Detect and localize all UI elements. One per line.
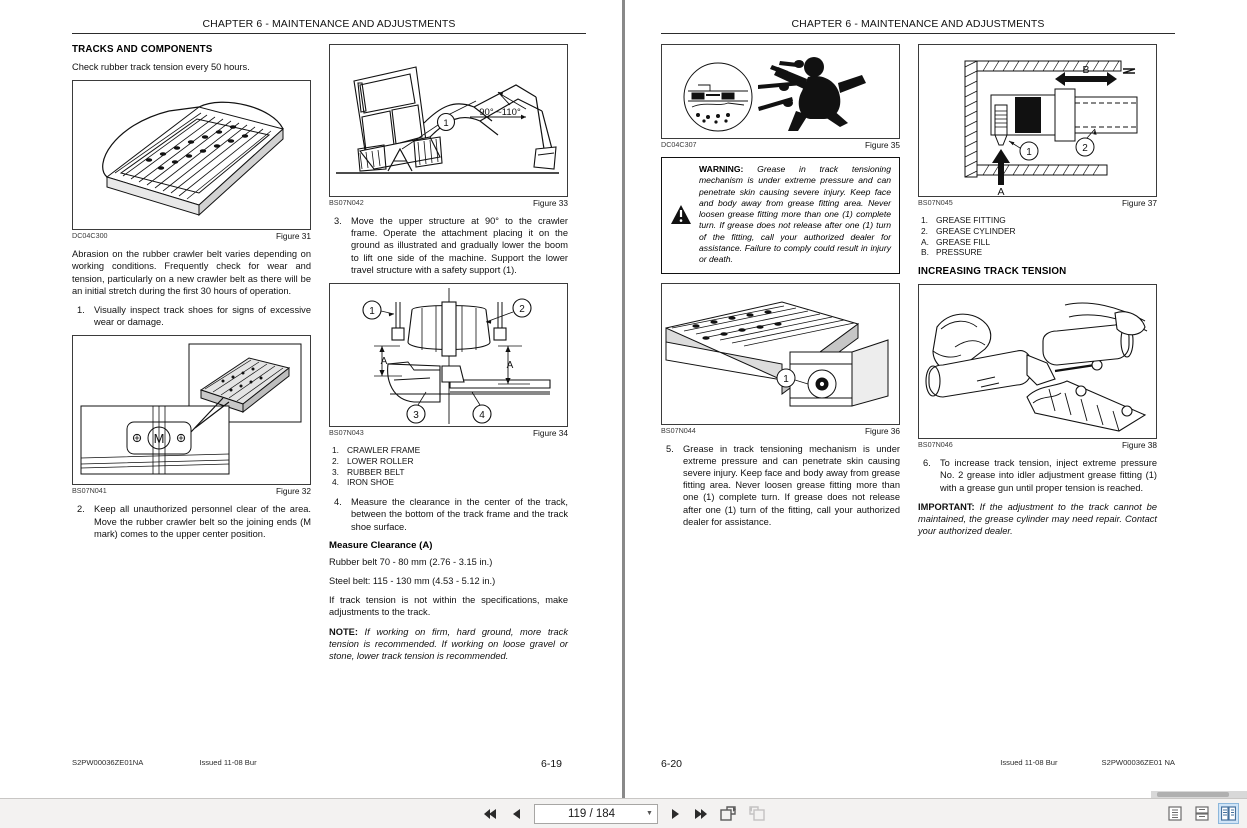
view-continuous-icon[interactable] [1191, 803, 1212, 824]
paragraph-abrasion: Abrasion on the rubber crawler belt varies depending on working conditions. Frequently check for wear and tension, particularly on a new crawler belt as there will be an initial stretch during the first 30 hours of operation. [72, 249, 311, 296]
footer-page-number: 6-19 [540, 758, 562, 770]
step-item-6 [918, 457, 1157, 494]
page-header-right: CHAPTER 6 - MAINTENANCE AND ADJUSTMENTS [791, 18, 1045, 30]
svg-text:2: 2 [1082, 143, 1088, 154]
figure-35-image [661, 44, 900, 139]
figure-34 [329, 283, 568, 438]
callout-key: 1. [921, 215, 928, 225]
important-label: IMPORTANT: [918, 501, 975, 512]
horizontal-scrollbar-thumb[interactable] [1157, 792, 1229, 797]
rotate-clockwise-icon[interactable] [719, 804, 738, 823]
page-number-input[interactable] [534, 804, 658, 824]
callout-label: RUBBER BELT [347, 466, 405, 477]
step-item-2 [72, 503, 311, 540]
footer-document-code: S2PW00036ZE01NA [72, 758, 144, 767]
figure-38 [918, 284, 1157, 450]
figure-37-code: BS07N045 [918, 198, 953, 207]
svg-text:A: A [506, 360, 514, 372]
svg-text:1: 1 [369, 306, 375, 318]
callout-label: GREASE FILL [936, 236, 990, 247]
step-2-number: 2. [77, 504, 85, 515]
step-2-text: Keep all unauthorized personnel clear of the area. Move the rubber crawler belt so the joining ends (M mark) comes to the upper center position. [94, 504, 311, 539]
step-list-1 [72, 304, 311, 328]
pdf-toolbar [0, 798, 1247, 828]
figure-33-image [329, 44, 568, 197]
figure-34-image [329, 283, 568, 427]
callout-label: CRAWLER FRAME [347, 445, 421, 456]
figure-32-caption: Figure 32 [275, 486, 311, 497]
step-list-4 [329, 496, 568, 533]
callout-key: A. [921, 236, 929, 247]
figure-34-caption: Figure 34 [532, 428, 568, 439]
callout-label: GREASE CYLINDER [936, 225, 1016, 236]
figure-36 [661, 283, 900, 436]
svg-text:2: 2 [519, 304, 525, 316]
figure-35-code: DC04C307 [661, 140, 697, 149]
callout-label: IRON SHOE [347, 477, 394, 488]
svg-text:90° ~110°: 90° ~110° [479, 107, 521, 118]
callout-item [329, 477, 568, 488]
svg-text:1: 1 [443, 118, 449, 129]
footer-issued: Issued 11-08 Bur [1000, 758, 1058, 767]
figure-31-caption: Figure 31 [275, 231, 311, 242]
header-rule-right [661, 33, 1175, 34]
callout-key: 2. [332, 455, 339, 466]
svg-text:A: A [997, 186, 1005, 197]
page-header-left: CHAPTER 6 - MAINTENANCE AND ADJUSTMENTS [202, 18, 456, 30]
step-6-text: To increase track tension, inject extreme pressure No. 2 grease into idler adjustment grease fitting (1) with a grease gun until proper tension is reached. [940, 458, 1157, 493]
figure-35-caption: Figure 35 [864, 140, 900, 150]
section-title-increasing-track-tension: INCREASING TRACK TENSION [918, 266, 1067, 278]
figure-32-image [72, 335, 311, 485]
section-title-tracks-and-components: TRACKS AND COMPONENTS [72, 44, 213, 55]
step-6-number: 6. [923, 458, 931, 469]
intro-text: Check rubber track tension every 50 hours. [72, 62, 250, 72]
pdf-page-left [0, 0, 622, 798]
left-page-column-2 [329, 44, 568, 669]
figure-31-code: DC04C300 [72, 231, 108, 241]
figure-37-image [918, 44, 1157, 197]
step-5-text: Grease in track tensioning mechanism is under extreme pressure and can penetrate skin causing severe injury. Keep face and body away from grease fitting area. Never loosen grease fitting more than one (1) complete turn. If grease does not release after one (1) turn of the fitting, call your authorized dealer for assistance. [683, 443, 900, 527]
figure-34-callout-list [329, 445, 568, 488]
figure-32-code: BS07N041 [72, 486, 107, 496]
footer-issued: Issued 11-08 Bur [199, 758, 257, 767]
view-facing-pages-icon[interactable] [1218, 803, 1239, 824]
callout-item [329, 445, 568, 456]
subsection-measure-clearance: Measure Clearance (A) [329, 539, 433, 551]
figure-33 [329, 44, 568, 208]
first-page-icon[interactable] [482, 804, 499, 823]
figure-31-image [72, 80, 311, 230]
header-rule-left [72, 33, 586, 34]
figure-36-caption: Figure 36 [864, 425, 900, 436]
rotate-counter-clockwise-icon[interactable] [747, 804, 766, 823]
svg-text:4: 4 [479, 410, 485, 422]
warning-triangle-icon [670, 204, 692, 225]
important-block [918, 501, 1157, 538]
step-item-1 [72, 304, 311, 328]
callout-item [918, 226, 1157, 237]
right-page-column-2 [918, 44, 1157, 544]
figure-38-code: BS07N046 [918, 440, 953, 450]
svg-text:A: A [380, 356, 388, 368]
callout-key: 4. [332, 477, 339, 488]
svg-text:B: B [1082, 64, 1090, 76]
step-item-4 [329, 496, 568, 533]
note-label: NOTE: [329, 626, 358, 637]
step-1-number: 1. [77, 305, 85, 316]
step-4-text: Measure the clearance in the center of the track, between the bottom of the track frame and the track shoe surface. [351, 497, 568, 532]
callout-item [918, 237, 1157, 248]
figure-38-image [918, 284, 1157, 439]
callout-item [329, 456, 568, 467]
page-footer-right [625, 758, 1247, 770]
svg-text:M: M [153, 431, 165, 447]
step-list-2 [72, 503, 311, 540]
callout-item [329, 467, 568, 478]
step-list-6 [918, 457, 1157, 494]
callout-key: B. [921, 247, 929, 258]
step-3-text: Move the upper structure at 90° to the crawler frame. Operate the attachment placing it on the ground as illustrated and gradually lower the boom to lift one side of the machine. Support the lower travel structure with a safety support (1). [351, 216, 568, 275]
measure-steel-belt: Steel belt: 115 - 130 mm (4.53 - 5.12 in.) [329, 576, 496, 587]
toolbar-view-modes-group [1164, 803, 1239, 824]
page-number-value: 119 / 184 [567, 807, 616, 820]
footer-page-number: 6-20 [661, 758, 683, 770]
footer-document-code: S2PW00036ZE01 NA [1101, 758, 1175, 767]
page-footer-left [0, 758, 622, 770]
warning-text-block [699, 164, 891, 266]
spec-note: If track tension is not within the specifications, make adjustments to the track. [329, 595, 568, 618]
figure-37-caption: Figure 37 [1121, 198, 1157, 208]
warning-text: Grease in track tensioning mechanism is under extreme pressure and can penetrate skin causing severe injury. Keep face and body away from grease fitting area. Never loosen grease fitting more than one (1) complete turn. If grease does not release after one (1) turn of the fitting, call your authorized dealer for assistance. Failure to comply could result in injury or death. [699, 164, 891, 265]
important-text: If the adjustment to the track cannot be maintained, the grease cylinder may need repair. Contact your authorized dealer. [918, 501, 1157, 537]
step-list-3 [329, 215, 568, 276]
figure-33-caption: Figure 33 [532, 198, 568, 208]
step-5-number: 5. [666, 443, 674, 454]
figure-36-code: BS07N044 [661, 425, 696, 435]
warning-box [661, 157, 900, 274]
step-3-number: 3. [334, 216, 342, 226]
toolbar-navigation-group [482, 804, 766, 824]
measure-rubber-belt: Rubber belt 70 - 80 mm (2.76 - 3.15 in.) [329, 556, 493, 567]
svg-text:1: 1 [783, 373, 789, 385]
callout-label: PRESSURE [936, 247, 983, 258]
figure-35 [661, 44, 900, 150]
figure-38-caption: Figure 38 [1121, 440, 1157, 451]
step-list-5 [661, 443, 900, 528]
step-item-5 [661, 443, 900, 528]
step-item-3 [329, 215, 568, 276]
step-1-text: Visually inspect track shoes for signs of excessive wear or damage. [94, 305, 311, 328]
chevron-down-icon[interactable]: ▼ [646, 810, 653, 817]
callout-label: GREASE FITTING [936, 215, 1006, 225]
previous-page-icon[interactable] [508, 804, 525, 823]
last-page-icon[interactable] [693, 804, 710, 823]
horizontal-scrollbar[interactable] [1151, 791, 1247, 798]
svg-text:3: 3 [413, 410, 419, 422]
pdf-page-right [625, 0, 1247, 798]
callout-key: 2. [921, 225, 928, 236]
callout-item [918, 215, 1157, 226]
callout-key: 1. [332, 445, 339, 456]
note-block [329, 626, 568, 663]
next-page-icon[interactable] [667, 804, 684, 823]
step-4-number: 4. [334, 497, 342, 508]
callout-label: LOWER ROLLER [347, 455, 414, 466]
figure-31 [72, 80, 311, 241]
svg-text:1: 1 [1026, 147, 1032, 158]
figure-33-code: BS07N042 [329, 198, 364, 207]
callout-item [918, 247, 1157, 258]
figure-37 [918, 44, 1157, 208]
figure-37-callout-list [918, 215, 1157, 258]
warning-label: WARNING: [699, 164, 744, 174]
figure-32 [72, 335, 311, 496]
callout-key: 3. [332, 466, 339, 477]
figure-36-image [661, 283, 900, 425]
view-single-page-icon[interactable] [1164, 803, 1185, 824]
right-page-column-1 [661, 44, 900, 544]
note-text: If working on firm, hard ground, more track tension is recommended. If working on loose gravel or stone, lower track tension is recommended. [329, 626, 568, 662]
left-page-column-1 [72, 44, 311, 669]
figure-34-code: BS07N043 [329, 428, 364, 438]
